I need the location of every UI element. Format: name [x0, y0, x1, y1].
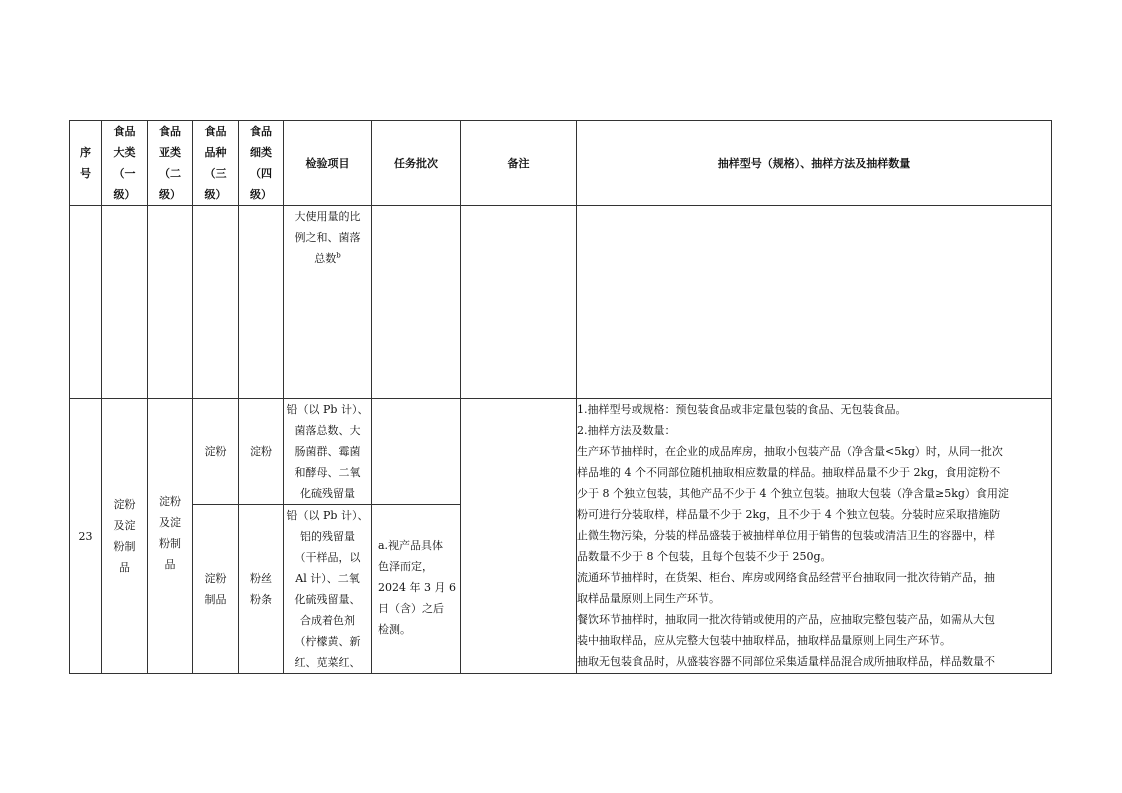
header-inspection-items: 检验项目	[284, 121, 372, 206]
row-23-products-cat4: 粉丝 粉条	[239, 505, 284, 674]
row-23-remarks	[461, 399, 577, 674]
header-category-4: 食品 细类 （四 级）	[239, 121, 284, 206]
row-23-sampling: 1.抽样型号或规格：预包装食品或非定量包装的食品、无包装食品。 2.抽样方法及数量： 生产环节抽样时，在企业的成品库房，抽取小包装产品（净含量<5kg）时，从同一批次 样品堆的 4 个不同部位随机抽取相应数量的样品。抽取样品量不少于 2kg，食用淀粉不 少于 8 个独立包装，其他产品不少于 4 个独立包装。抽取大包装（净含量≥5kg）食用淀 粉可进行分装取样，样品量不少于 2kg，且不少于 4 个独立包装。分装时应采取措施防 止微生物污染，分装的样品盛装于被抽样单位用于销售的包装或清洁卫生的容器中，样 品数量不少于 8 个包装，且每个包装不少于 250g。 流通环节抽样时，在货架、柜台、库房或网络食品经营平台抽取同一批次待销产品，抽 取样品量原则上同生产环节。 餐饮环节抽样时，抽取同一批次待销或使用的产品，应抽取完整包装产品，如需从大包 装中抽取样品，应从完整大包装中抽取样品，抽取样品量原则上同生产环节。 抽取无包装食品时，从盛装容器不同部位采集适量样品混合成所抽取样品，样品数量不	[577, 399, 1052, 674]
row-23-starch-inspection-items: 铅（以 Pb 计）、 菌落总数、大 肠菌群、霉菌 和酵母、二氧 化硫残留量	[284, 399, 372, 505]
header-category-3: 食品 品种 （三 级）	[193, 121, 239, 206]
continued-cat4	[239, 206, 284, 399]
continued-sampling	[577, 206, 1052, 399]
row-23-starch-batch	[372, 399, 461, 505]
header-remarks: 备注	[461, 121, 577, 206]
header-row	[70, 121, 1052, 206]
row-23-cat1: 淀粉 及淀 粉制 品	[102, 399, 148, 674]
continued-batch	[372, 206, 461, 399]
row-23-starch	[70, 399, 1052, 505]
row-23-products-inspection-items: 铅（以 Pb 计）、 铝的残留量 （干样品，以 Al 计）、二氧 化硫残留量、 合成着色剂 （柠檬黄、新 红、苋菜红、	[284, 505, 372, 674]
header-category-1: 食品 大类 （一 级）	[102, 121, 148, 206]
header-seq: 序 号	[70, 121, 102, 206]
footnote-b: b	[336, 251, 341, 260]
header-task-batch: 任务批次	[372, 121, 461, 206]
continued-cat1	[102, 206, 148, 399]
continued-cat2	[148, 206, 193, 399]
continued-row	[70, 206, 1052, 399]
continued-seq	[70, 206, 102, 399]
row-23-products-cat3: 淀粉 制品	[193, 505, 239, 674]
header-sampling: 抽样型号（规格）、抽样方法及抽样数量	[577, 121, 1052, 206]
continued-inspection-items: 大使用量的比 例之和、菌落 总数$^b$	[284, 206, 372, 399]
header-category-2: 食品 亚类 （二 级）	[148, 121, 193, 206]
continued-remarks	[461, 206, 577, 399]
sampling-table	[69, 120, 1052, 674]
row-23-starch-cat4: 淀粉	[239, 399, 284, 505]
row-23-starch-cat3: 淀粉	[193, 399, 239, 505]
row-23-products-batch: a.视产品具体 色泽而定， 2024 年 3 月 6 日（含）之后 检测。	[372, 505, 461, 674]
row-23-cat2: 淀粉 及淀 粉制 品	[148, 399, 193, 674]
row-23-seq: 23	[70, 399, 102, 674]
continued-cat3	[193, 206, 239, 399]
